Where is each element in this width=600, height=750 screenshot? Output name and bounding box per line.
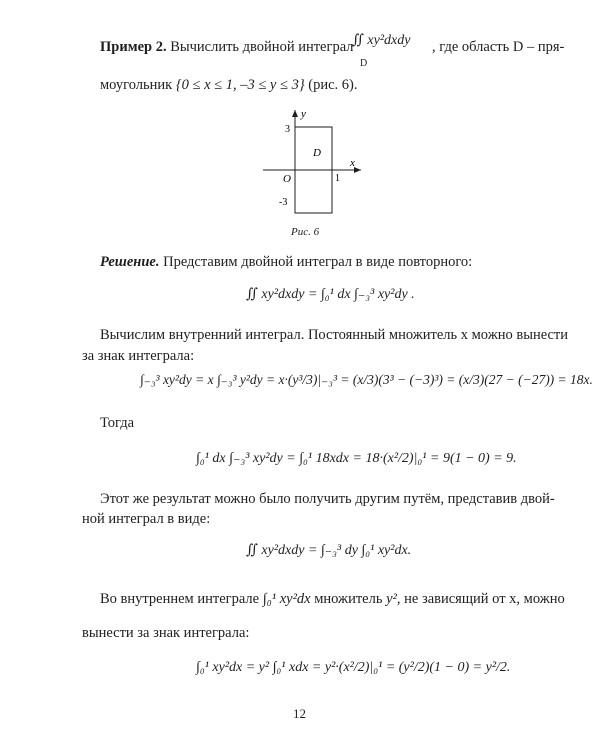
equation-2: ∫₋₃³ xy²dy = x ∫₋₃³ y²dy = x·(y³/3)|₋₃³ = (x/3)(3³ − (−3)³) = (x/3)(27 − (−27)) = 18x. bbox=[140, 372, 593, 387]
x-axis-arrow bbox=[354, 167, 361, 173]
page-number: 12 bbox=[293, 706, 306, 721]
tick-y-bottom: -3 bbox=[279, 197, 288, 208]
example-statement-start: Вычислить двойной интеграл bbox=[170, 39, 354, 55]
solution-text2-line1: Вычислим внутренний интеграл. Постоянный множитель x можно вынести bbox=[100, 327, 569, 343]
solution-text4-y2: y² bbox=[386, 591, 397, 607]
solution-text2-line2: за знак интеграла: bbox=[82, 348, 195, 364]
equation-4: ∬ xy²dxdy = ∫₋₃³ dy ∫₀¹ xy²dx. bbox=[246, 543, 412, 558]
solution-intro-line bbox=[100, 253, 472, 271]
solution-text4-line1 bbox=[100, 590, 565, 608]
example-label: Пример 2. bbox=[100, 39, 167, 55]
example-integral-domain: D bbox=[360, 58, 368, 69]
example-figure-ref: (рис. 6). bbox=[308, 77, 358, 93]
example-integral bbox=[352, 32, 410, 49]
figure-6 bbox=[255, 108, 365, 218]
equation-1: ∬ xy²dxdy = ∫₀¹ dx ∫₋₃³ xy²dy . bbox=[246, 287, 415, 302]
solution-text4-start: Во внутреннем интеграле bbox=[100, 591, 260, 607]
tick-x-right: 1 bbox=[335, 173, 340, 184]
solution-text4-integral: ∫₀¹ xy²dx bbox=[262, 591, 311, 607]
solution-text4-mid: множитель bbox=[314, 591, 383, 607]
example-line2-start: моугольник bbox=[100, 77, 173, 93]
solution-label: Решение. bbox=[100, 254, 160, 270]
solution-text3-line2: ной интеграл в виде: bbox=[82, 511, 211, 527]
equation-3: ∫₀¹ dx ∫₋₃³ xy²dy = ∫₀¹ 18xdx = 18·(x²/2)|₀¹ = 9(1 − 0) = 9. bbox=[196, 451, 517, 466]
solution-text3-line1: Этот же результат можно было получить другим путём, представив двой- bbox=[100, 491, 555, 507]
origin-label: O bbox=[283, 173, 291, 185]
y-axis-arrow bbox=[292, 110, 298, 117]
example-region: {0 ≤ x ≤ 1, –3 ≤ y ≤ 3} bbox=[175, 77, 305, 93]
equation-5: ∫₀¹ xy²dx = y² ∫₀¹ xdx = y²·(x²/2)|₀¹ = (y²/2)(1 − 0) = y²/2. bbox=[196, 660, 511, 675]
x-axis-label: x bbox=[350, 157, 355, 169]
example-line-1 bbox=[100, 38, 354, 56]
region-label: D bbox=[313, 147, 321, 159]
example-line-2 bbox=[100, 76, 357, 94]
example-statement-end: , где область D – пря- bbox=[432, 39, 565, 55]
y-axis-label: y bbox=[301, 108, 306, 120]
example-integral-expr: ∬ xy²dxdy bbox=[352, 33, 411, 48]
solution-text4-line2: вынести за знак интеграла: bbox=[82, 625, 250, 641]
tick-y-top: 3 bbox=[285, 124, 290, 135]
figure-caption: Рис. 6 bbox=[291, 226, 320, 238]
solution-then: Тогда bbox=[100, 415, 135, 431]
solution-intro: Представим двойной интеграл в виде повторного: bbox=[163, 254, 473, 270]
solution-text4-end: , не зависящий от x, можно bbox=[396, 591, 565, 607]
